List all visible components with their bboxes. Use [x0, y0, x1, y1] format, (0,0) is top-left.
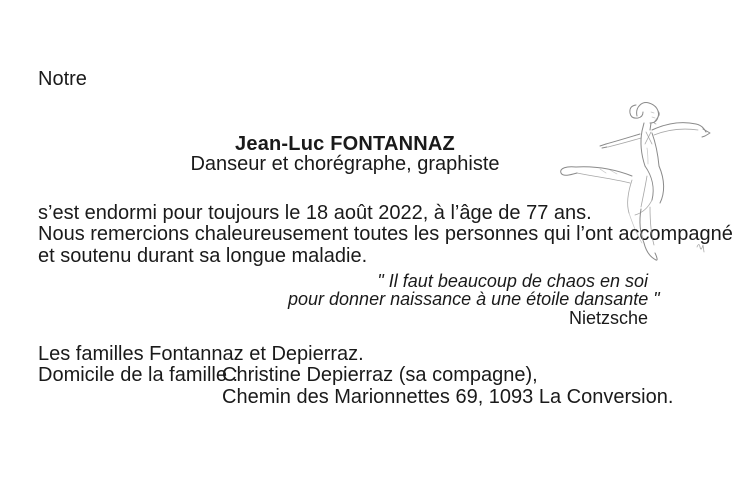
announcement-line-1: s’est endormi pour toujours le 18 août 2022, à l’âge de 77 ans.: [38, 202, 592, 224]
deceased-subtitle: Danseur et chorégraphe, graphiste: [190, 153, 500, 175]
announcement-line-2: Nous remercions chaleureusement toutes les personnes qui l’ont accompagné: [38, 223, 733, 246]
quote-line-1: " Il faut beaucoup de chaos en soi: [377, 271, 648, 291]
domicile-address-line-1: Christine Depierraz (sa compagne),: [222, 364, 538, 386]
domicile-address-line-2: Chemin des Marionnettes 69, 1093 La Conversion.: [222, 385, 674, 408]
families-line: Les familles Fontannaz et Depierraz.: [38, 343, 364, 365]
quote-line-2: pour donner naissance à une étoile dansante ": [288, 289, 660, 310]
domicile-label: Domicile de la famille :: [38, 364, 239, 386]
deceased-name: Jean-Luc FONTANNAZ: [235, 133, 455, 155]
quote-attribution: Nietzsche: [568, 307, 648, 328]
opening-word: Notre: [38, 68, 87, 90]
announcement-line-3: et soutenu durant sa longue maladie.: [38, 244, 368, 267]
quote-block: [288, 271, 660, 328]
ballet-dancer-sketch-icon: [552, 96, 712, 266]
